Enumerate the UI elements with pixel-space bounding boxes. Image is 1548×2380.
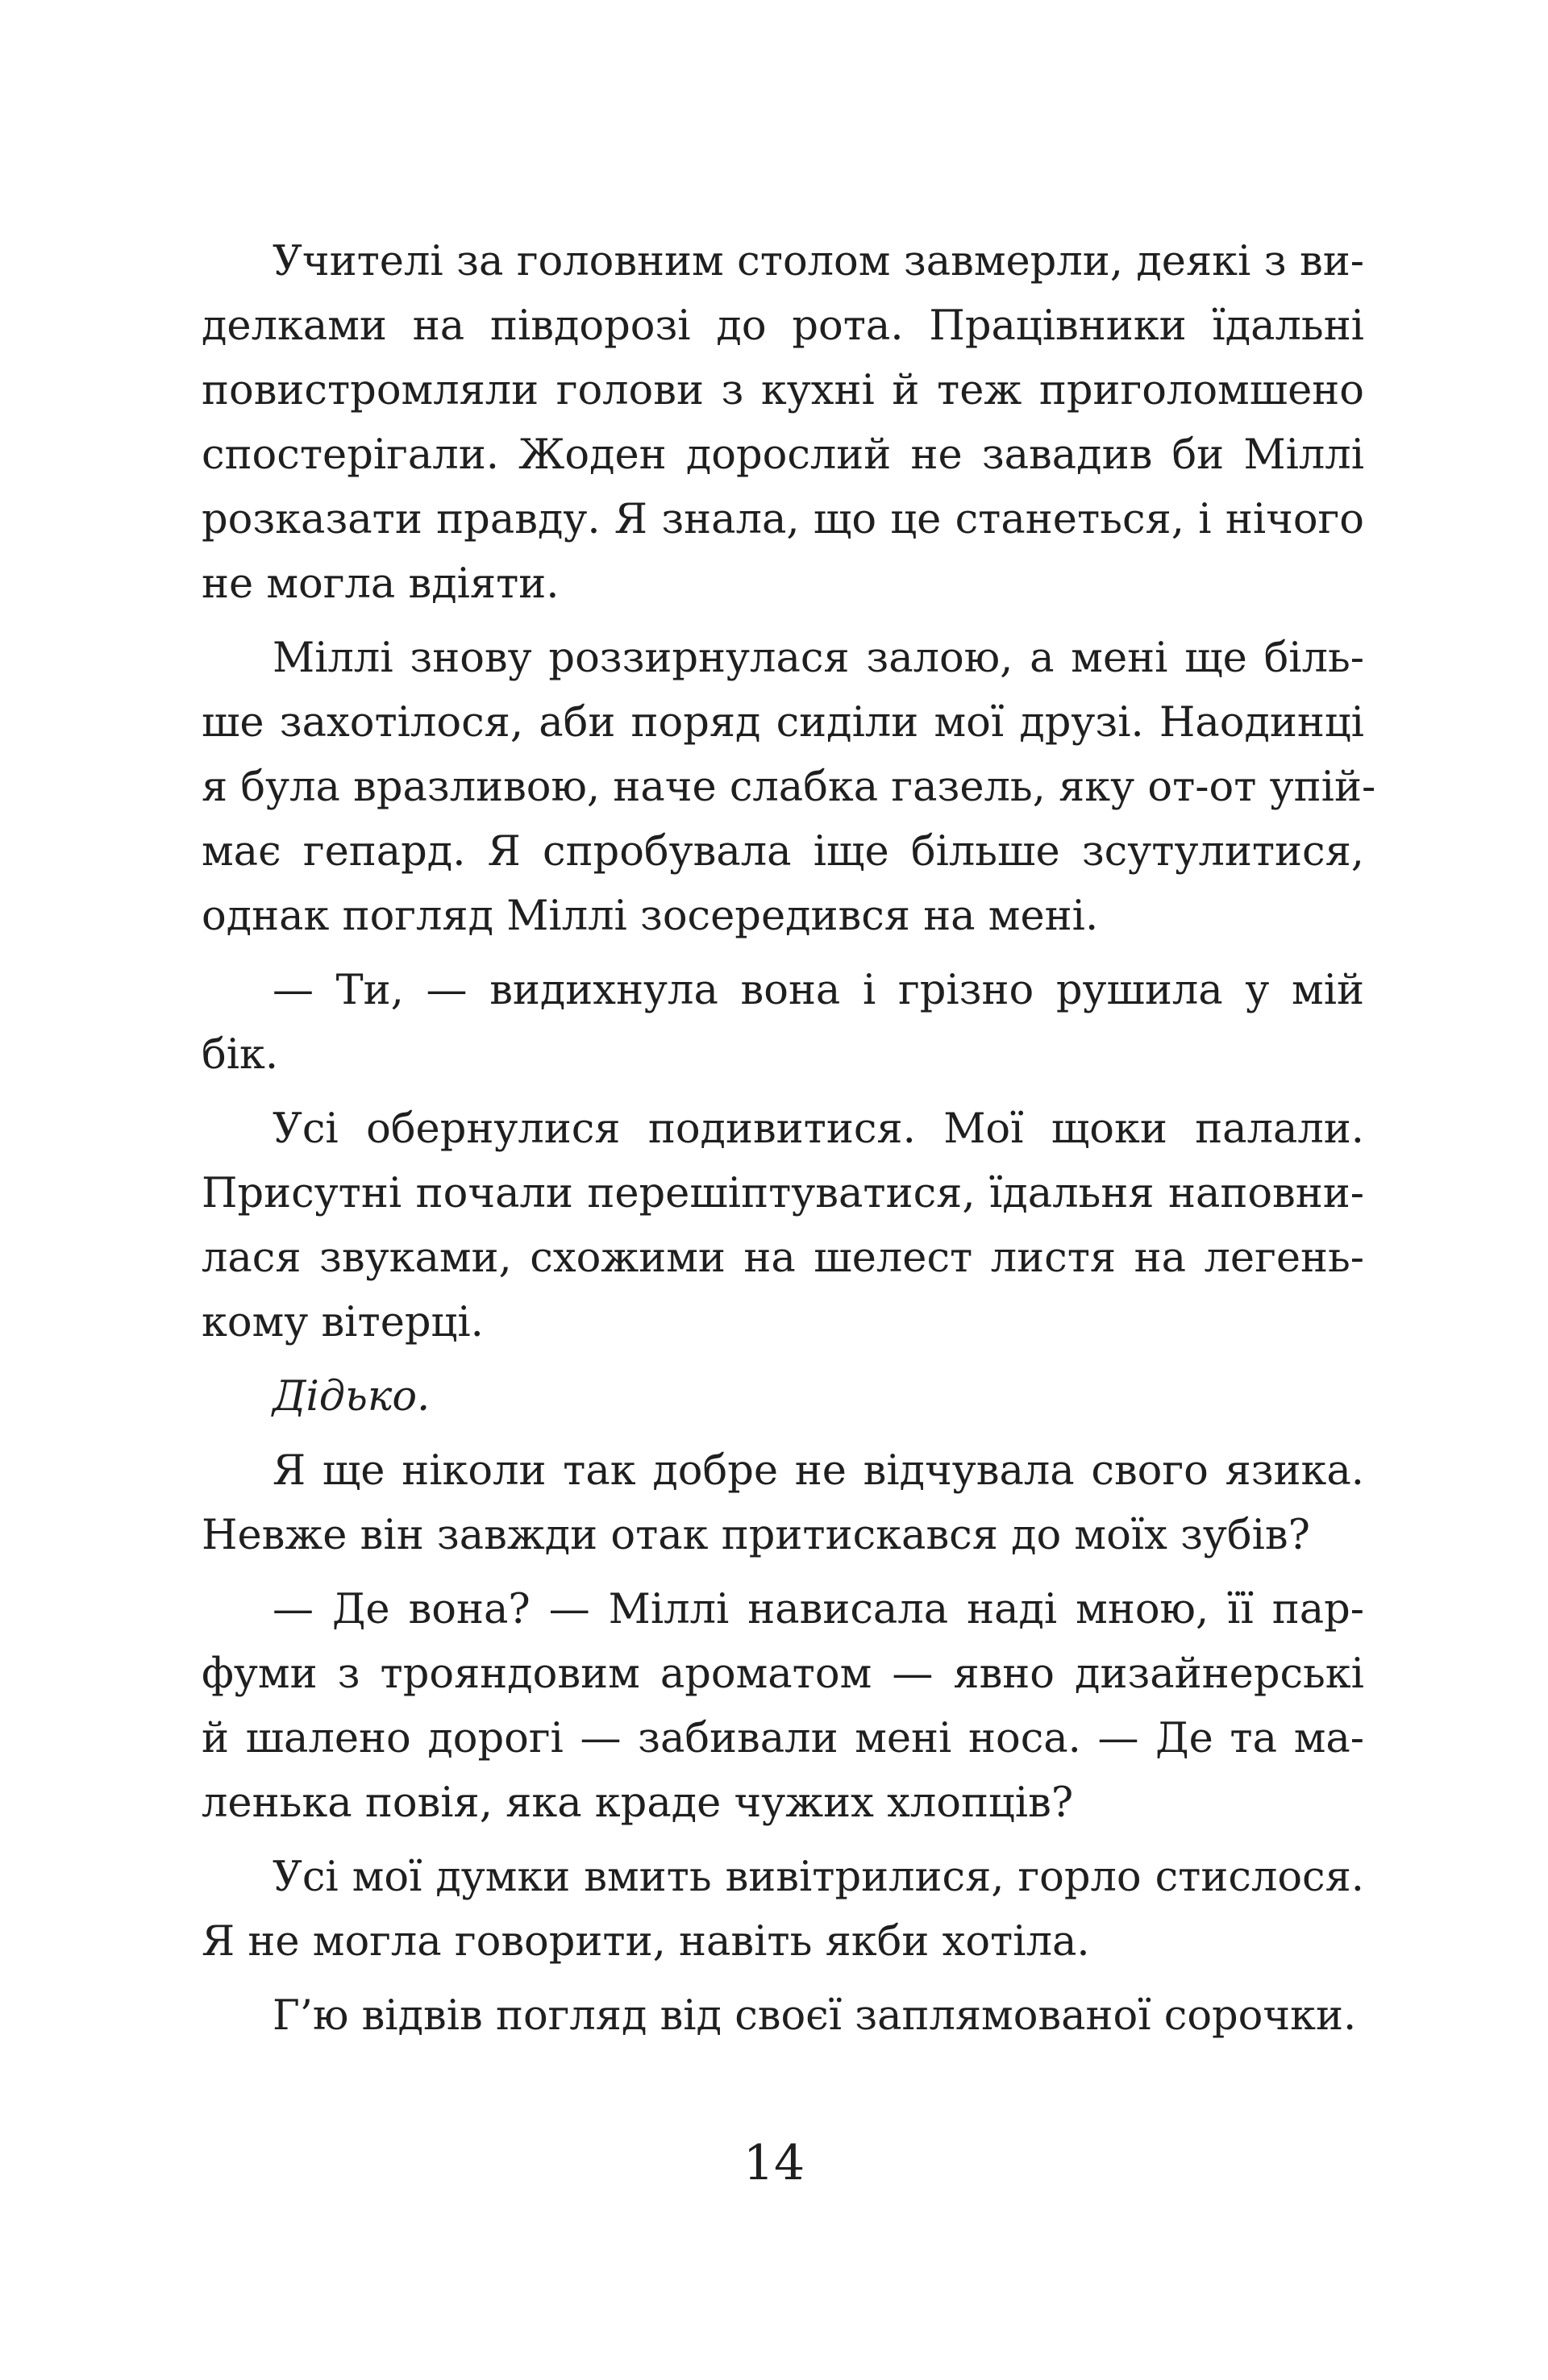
text-line: Невже він завжди отак притискався до моїх зубів? [202, 1512, 1310, 1559]
italic-text-line: Дідько. [273, 1373, 431, 1421]
text-line: — Ти, — видихнула вона і грізно рушила у мій [273, 967, 1364, 1014]
text-line: має гепард. Я спробувала іще більше зсутулитися, [202, 828, 1364, 876]
paragraph [202, 1365, 1364, 1429]
text-line: Міллі знову роззирнулася залою, а мені ще біль- [273, 635, 1364, 682]
text-line: Усі обернулися подивитися. Мої щоки палали. [273, 1105, 1364, 1153]
paragraph [202, 1097, 1364, 1355]
paragraph [202, 1439, 1364, 1568]
text-line: розказати правду. Я знала, що це станеться, і нічого [202, 496, 1364, 543]
paragraph [202, 626, 1376, 949]
paragraph [202, 1578, 1364, 1836]
text-line: Я ще ніколи так добре не відчувала свого язика. [273, 1447, 1364, 1495]
text-line: спостерігали. Жоден дорослий не завадив би Міллі [202, 431, 1364, 479]
paragraph [202, 230, 1364, 617]
text-line: однак погляд Міллі зосередився на мені. [202, 892, 1099, 940]
text-line: Присутні почали перешіптуватися, їдальня наповни- [202, 1170, 1364, 1217]
text-line: Я не могла говорити, навіть якби хотіла. [202, 1918, 1090, 1966]
page-number: 14 [743, 2135, 805, 2191]
text-line: бік. [202, 1031, 279, 1079]
text-line: лася звуками, схожими на шелест листя на легень- [202, 1234, 1364, 1282]
book-page-text [202, 230, 1376, 2049]
text-line: й шалено дорогі — забивали мені носа. — Де та ма- [202, 1715, 1364, 1762]
paragraph [202, 1845, 1364, 1974]
text-line: Г’ю відвів погляд від своєї заплямованої сорочки. [273, 1992, 1357, 2040]
text-line: я була вразливою, наче слабка газель, яку от-от упій- [202, 764, 1376, 811]
text-line: — Де вона? — Міллі нависала наді мною, її пар- [273, 1586, 1364, 1633]
text-line: повистромляли голови з кухні й теж приголомшено [202, 367, 1364, 414]
text-line: Усі мої думки вмить вивітрилися, горло стислося. [273, 1854, 1364, 1901]
paragraph [202, 1984, 1364, 2049]
text-line: Учителі за головним столом завмерли, деякі з ви- [273, 238, 1364, 285]
text-line: кому вітерці. [202, 1299, 484, 1346]
text-line: ленька повія, яка краде чужих хлопців? [202, 1779, 1074, 1827]
paragraph [202, 959, 1364, 1088]
text-line: делками на півдорозі до рота. Працівники їдальні [202, 302, 1364, 350]
text-line: ше захотілося, аби поряд сиділи мої друзі. Наодинці [202, 699, 1364, 747]
text-line: не могла вдіяти. [202, 560, 560, 608]
text-line: фуми з трояндовим ароматом — явно дизайнерські [202, 1650, 1364, 1698]
